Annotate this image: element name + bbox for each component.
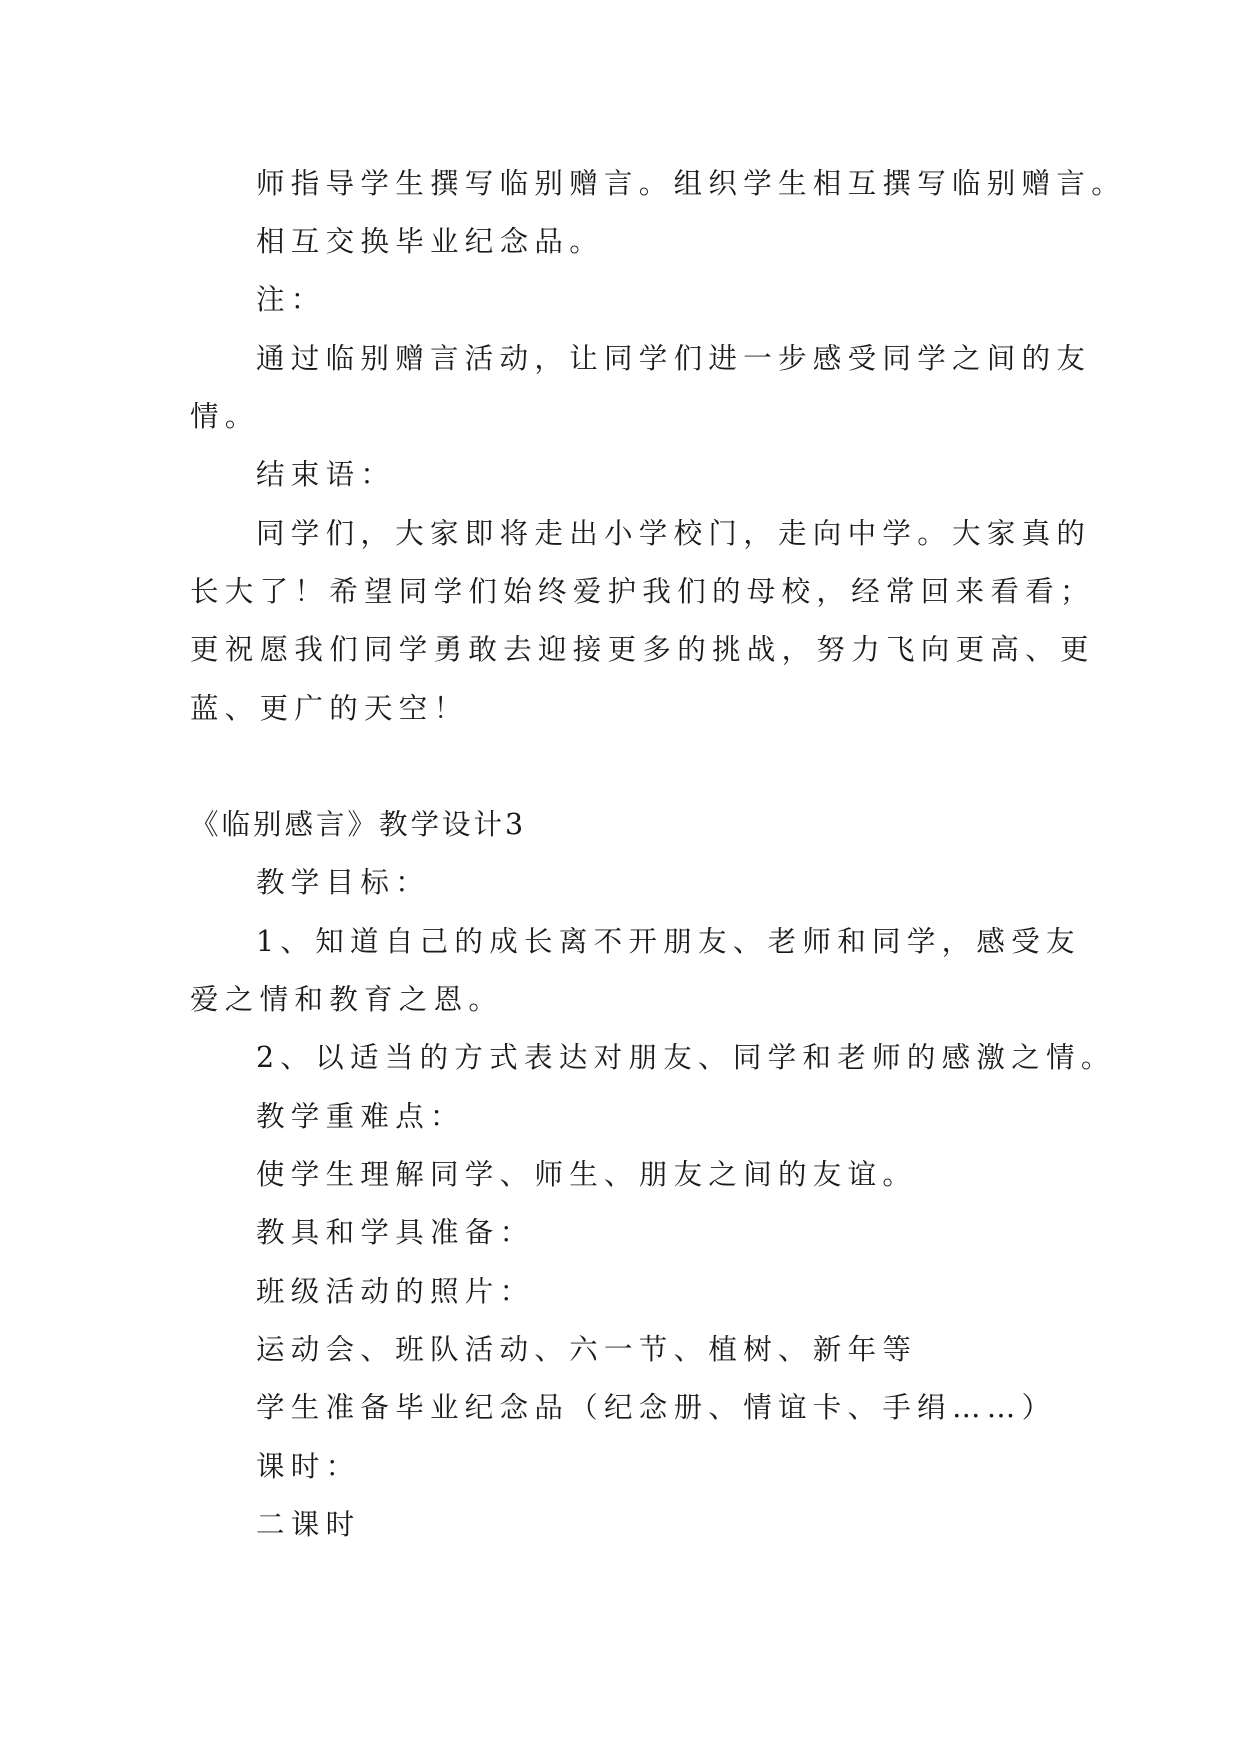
paragraph-line: 爱之情和教育之恩。 [190,983,504,1016]
paragraph-line: 二课时 [256,1508,361,1541]
photos-heading: 班级活动的照片： [256,1275,535,1308]
periods-heading: 课时： [256,1450,361,1483]
paragraph-line: 蓝、更广的天空！ [190,692,469,725]
paragraph-line: 使学生理解同学、师生、朋友之间的友谊。 [256,1158,918,1191]
paragraph-line: 同学们，大家即将走出小学校门，走向中学。大家真的 [256,517,1092,550]
note-label: 注： [256,283,326,316]
paragraph-line: 情。 [190,400,260,433]
paragraph-line: 2、以适当的方式表达对朋友、同学和老师的感激之情。 [256,1041,1116,1074]
key-points-heading: 教学重难点： [256,1100,465,1133]
objectives-heading: 教学目标： [256,866,431,899]
materials-heading: 教具和学具准备： [256,1216,535,1249]
paragraph-line: 通过临别赠言活动，让同学们进一步感受同学之间的友 [256,342,1092,375]
paragraph-line: 长大了！希望同学们始终爱护我们的母校，经常回来看看； [190,575,1095,608]
paragraph-line: 相互交换毕业纪念品。 [256,225,605,258]
paragraph-line: 更祝愿我们同学勇敢去迎接更多的挑战，努力飞向更高、更 [190,633,1095,666]
section-title: 《临别感言》教学设计3 [190,808,527,841]
paragraph-line: 1、知道自己的成长离不开朋友、老师和同学，感受友 [256,925,1081,958]
paragraph-line: 运动会、班队活动、六一节、植树、新年等 [256,1333,918,1366]
paragraph-line: 学生准备毕业纪念品（纪念册、情谊卡、手绢……） [256,1391,1057,1424]
paragraph-line: 师指导学生撰写临别赠言。组织学生相互撰写临别赠言。 [256,167,1127,200]
closing-label: 结束语： [256,458,396,491]
